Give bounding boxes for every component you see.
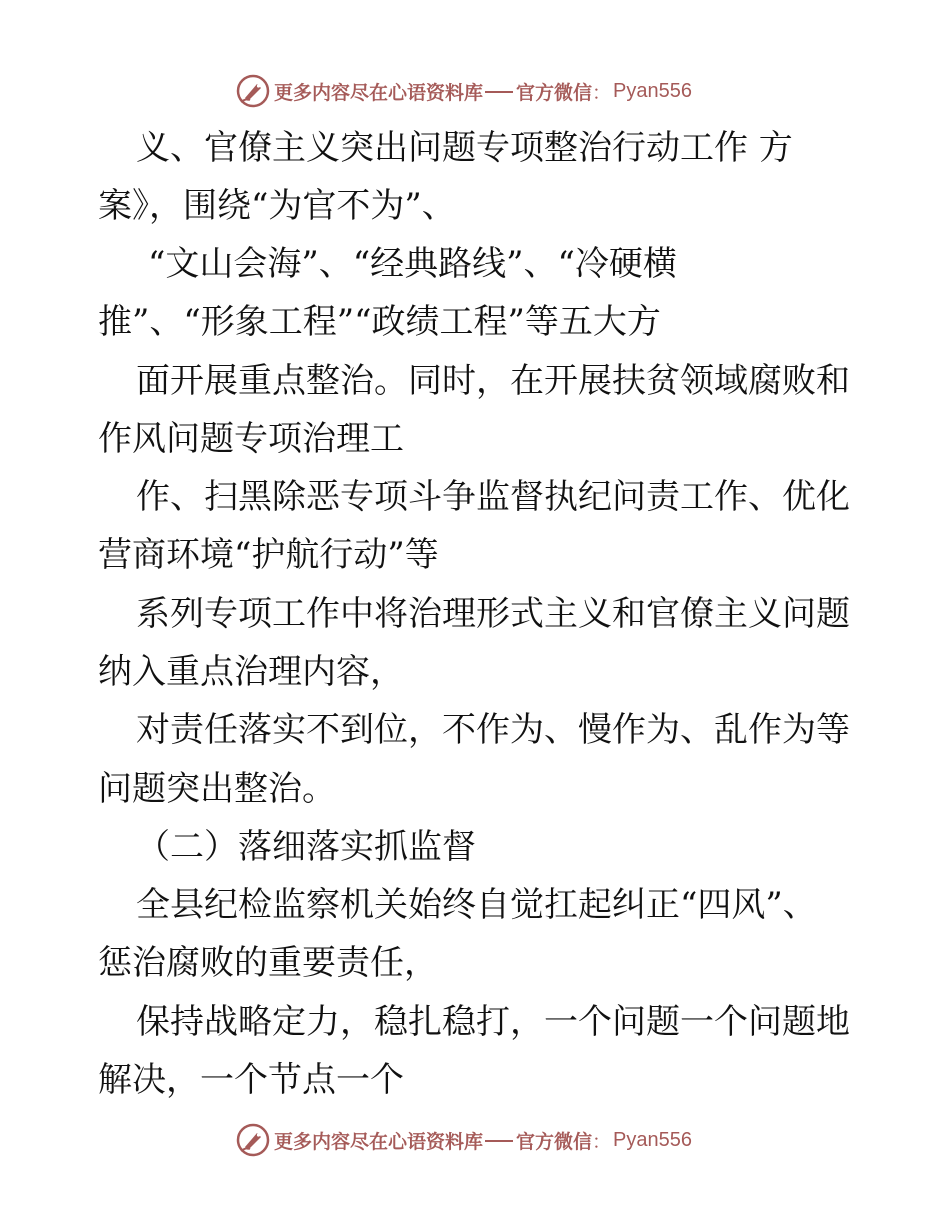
banner-dash [485,91,513,93]
banner-title: 更多内容尽在心语资料库 [274,1130,484,1153]
header-banner [0,71,950,111]
pen-nib-logo-icon [236,74,270,108]
body-line: “文山会海”、“经典路线”、“冷硬横 [148,244,677,284]
body-line: 全县纪检监察机关始终自觉扛起纠正“四风”、 [136,885,817,925]
body-line: 系列专项工作中将治理形式主义和官僚主义问题 [136,594,850,634]
pen-nib-logo-icon [236,1123,270,1157]
body-line: 问题突出整治。 [98,769,336,809]
banner-colon: ： [592,81,612,104]
banner-label: 官方微信 [516,81,593,104]
banner-label: 官方微信 [516,1130,593,1153]
banner-dash [485,1140,513,1142]
body-line: 营商环境“护航行动”等 [98,535,439,575]
banner-title: 更多内容尽在心语资料库 [274,81,484,104]
body-line: 作风问题专项治理工 [98,419,404,459]
body-line: 义、官僚主义突出问题专项整治行动工作 方 [136,128,793,168]
body-line: 面开展重点整治。同时，在开展扶贫领域腐败和 [136,361,850,401]
body-line: 案》，围绕“为官不为”、 [98,186,456,226]
footer-banner [0,1120,950,1160]
body-line: 作、扫黑除恶专项斗争监督执纪问责工作、优化 [136,477,850,517]
banner-wechat-id: Pyan556 [613,1128,693,1151]
section-heading: （二）落细落实抓监督 [136,827,476,867]
body-line: 纳入重点治理内容， [98,652,404,692]
body-line: 推”、“形象工程”“政绩工程”等五大方 [98,302,661,342]
banner-wechat-id: Pyan556 [613,79,693,102]
body-line: 保持战略定力，稳扎稳打，一个问题一个问题地 [136,1002,850,1042]
body-line: 对责任落实不到位，不作为、慢作为、乱作为等 [136,710,850,750]
banner-colon: ： [592,1130,612,1153]
body-line: 惩治腐败的重要责任， [98,943,438,983]
body-line: 解决，一个节点一个 [98,1060,404,1100]
